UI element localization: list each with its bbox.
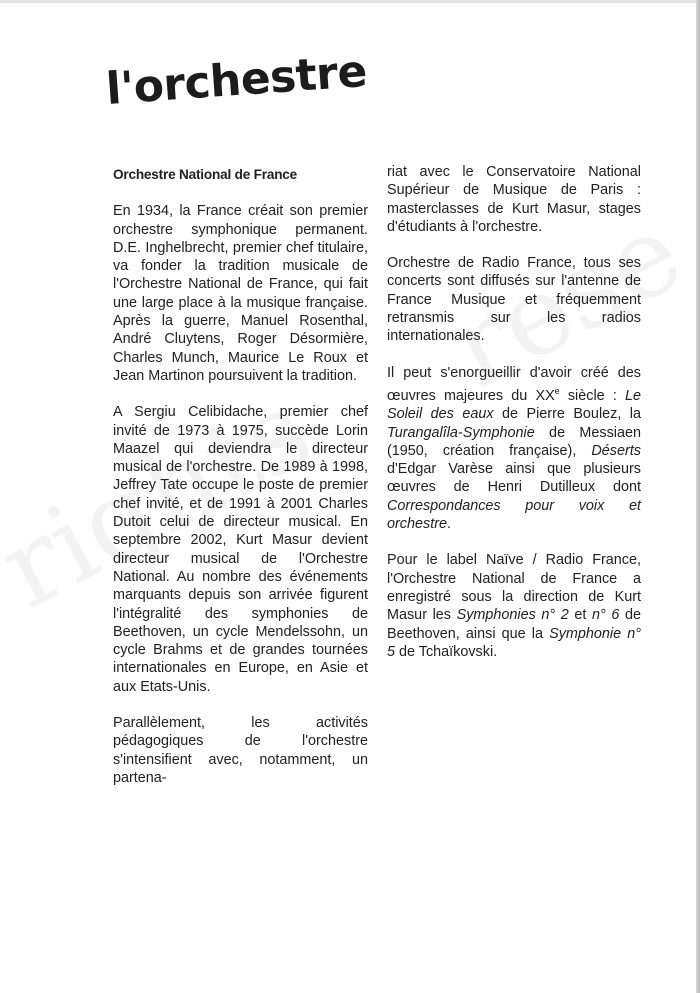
text-span: et bbox=[568, 607, 593, 624]
superscript: e bbox=[554, 385, 560, 396]
section-heading: Orchestre National de France bbox=[113, 167, 298, 182]
work-title: Le Soleil des eaux bbox=[387, 387, 641, 423]
paragraph-premieres bbox=[387, 364, 641, 534]
paragraph-pedagogy: Parallèlement, les activités pédagogiques de l'orchestre s'intensifient avec, notamment, un partena- bbox=[113, 715, 368, 786]
text-span: de Tchaïkovski. bbox=[395, 643, 498, 660]
text-span: de Beethoven, ainsi que la bbox=[387, 607, 642, 642]
paragraph-history: En 1934, la France créait son premier orchestre symphonique permanent. D.E. Inghelbrecht, premier chef titulaire, va fonder la tradition musicale de l'Orchestre National de France, qui fait une large place à la musique française. Après la guerre, Manuel Rosenthal, André Cluytens, Roger Désormière, Charles Munch, Maurice Le Roux et Jean Martinon poursuivent la tradition. bbox=[113, 203, 368, 384]
work-title: Correspondances pour voix et orchestre bbox=[387, 497, 641, 533]
paragraph-partnership: riat avec le Conservatoire National Supérieur de Musique de Paris : masterclasses de Kurt Masur, stages d'étudiants à l'orchestre. bbox=[387, 164, 641, 235]
work-title: n° 6 bbox=[592, 607, 620, 624]
text-span: de Pierre Boulez, la bbox=[493, 406, 641, 423]
scan-top-edge bbox=[0, 0, 700, 3]
paragraph-recordings bbox=[387, 551, 641, 661]
right-column bbox=[387, 163, 641, 679]
work-title: Déserts bbox=[591, 442, 641, 459]
text-span: d'Edgar Varèse ainsi que plusieurs œuvres de Henri Dutilleux dont bbox=[387, 461, 641, 496]
text-span: Il peut s'enorgueillir d'avoir créé des œuvres majeures du XX bbox=[387, 364, 641, 404]
scan-right-edge bbox=[696, 0, 700, 993]
paragraph-conductors: A Sergiu Celibidache, premier chef invité de 1973 à 1975, succède Lorin Maazel qui deviendra le directeur musical de l'orchestre. De 1989 à 1998, Jeffrey Tate occupe le poste de premier chef invité, et de 1991 à 2001 Charles Dutoit celui de directeur musical. En septembre 2002, Kurt Masur devient directeur musical de l'Orchestre National. Au nombre des événements marquants depuis son arrivée figurent l'intégralité des symphonies de Beethoven, un cycle Mendelssohn, un cycle Brahms et de grandes tournées internationales en Europe, en Asie et aux Etats-Unis. bbox=[113, 404, 368, 695]
work-title: Symphonies n° 2 bbox=[456, 607, 569, 624]
text-span: Pour le label Naïve / Radio France, l'Orchestre National de France a enregistré sous la direction de Kurt Masur les bbox=[387, 552, 641, 624]
paragraph-radio: Orchestre de Radio France, tous ses concerts sont diffusés sur l'antenne de France Musique et fréquemment retransmis sur les radios internationales. bbox=[387, 255, 641, 345]
work-title: Symphonie n° 5 bbox=[387, 625, 641, 660]
text-span: de Messiaen (1950, création française), bbox=[387, 424, 641, 459]
left-column bbox=[113, 166, 368, 805]
page-title: l'orchestre bbox=[104, 45, 369, 115]
text-span: siècle : bbox=[559, 387, 625, 404]
work-title: Turangalîla-Symphonie bbox=[387, 424, 535, 441]
text-span: . bbox=[447, 516, 451, 533]
